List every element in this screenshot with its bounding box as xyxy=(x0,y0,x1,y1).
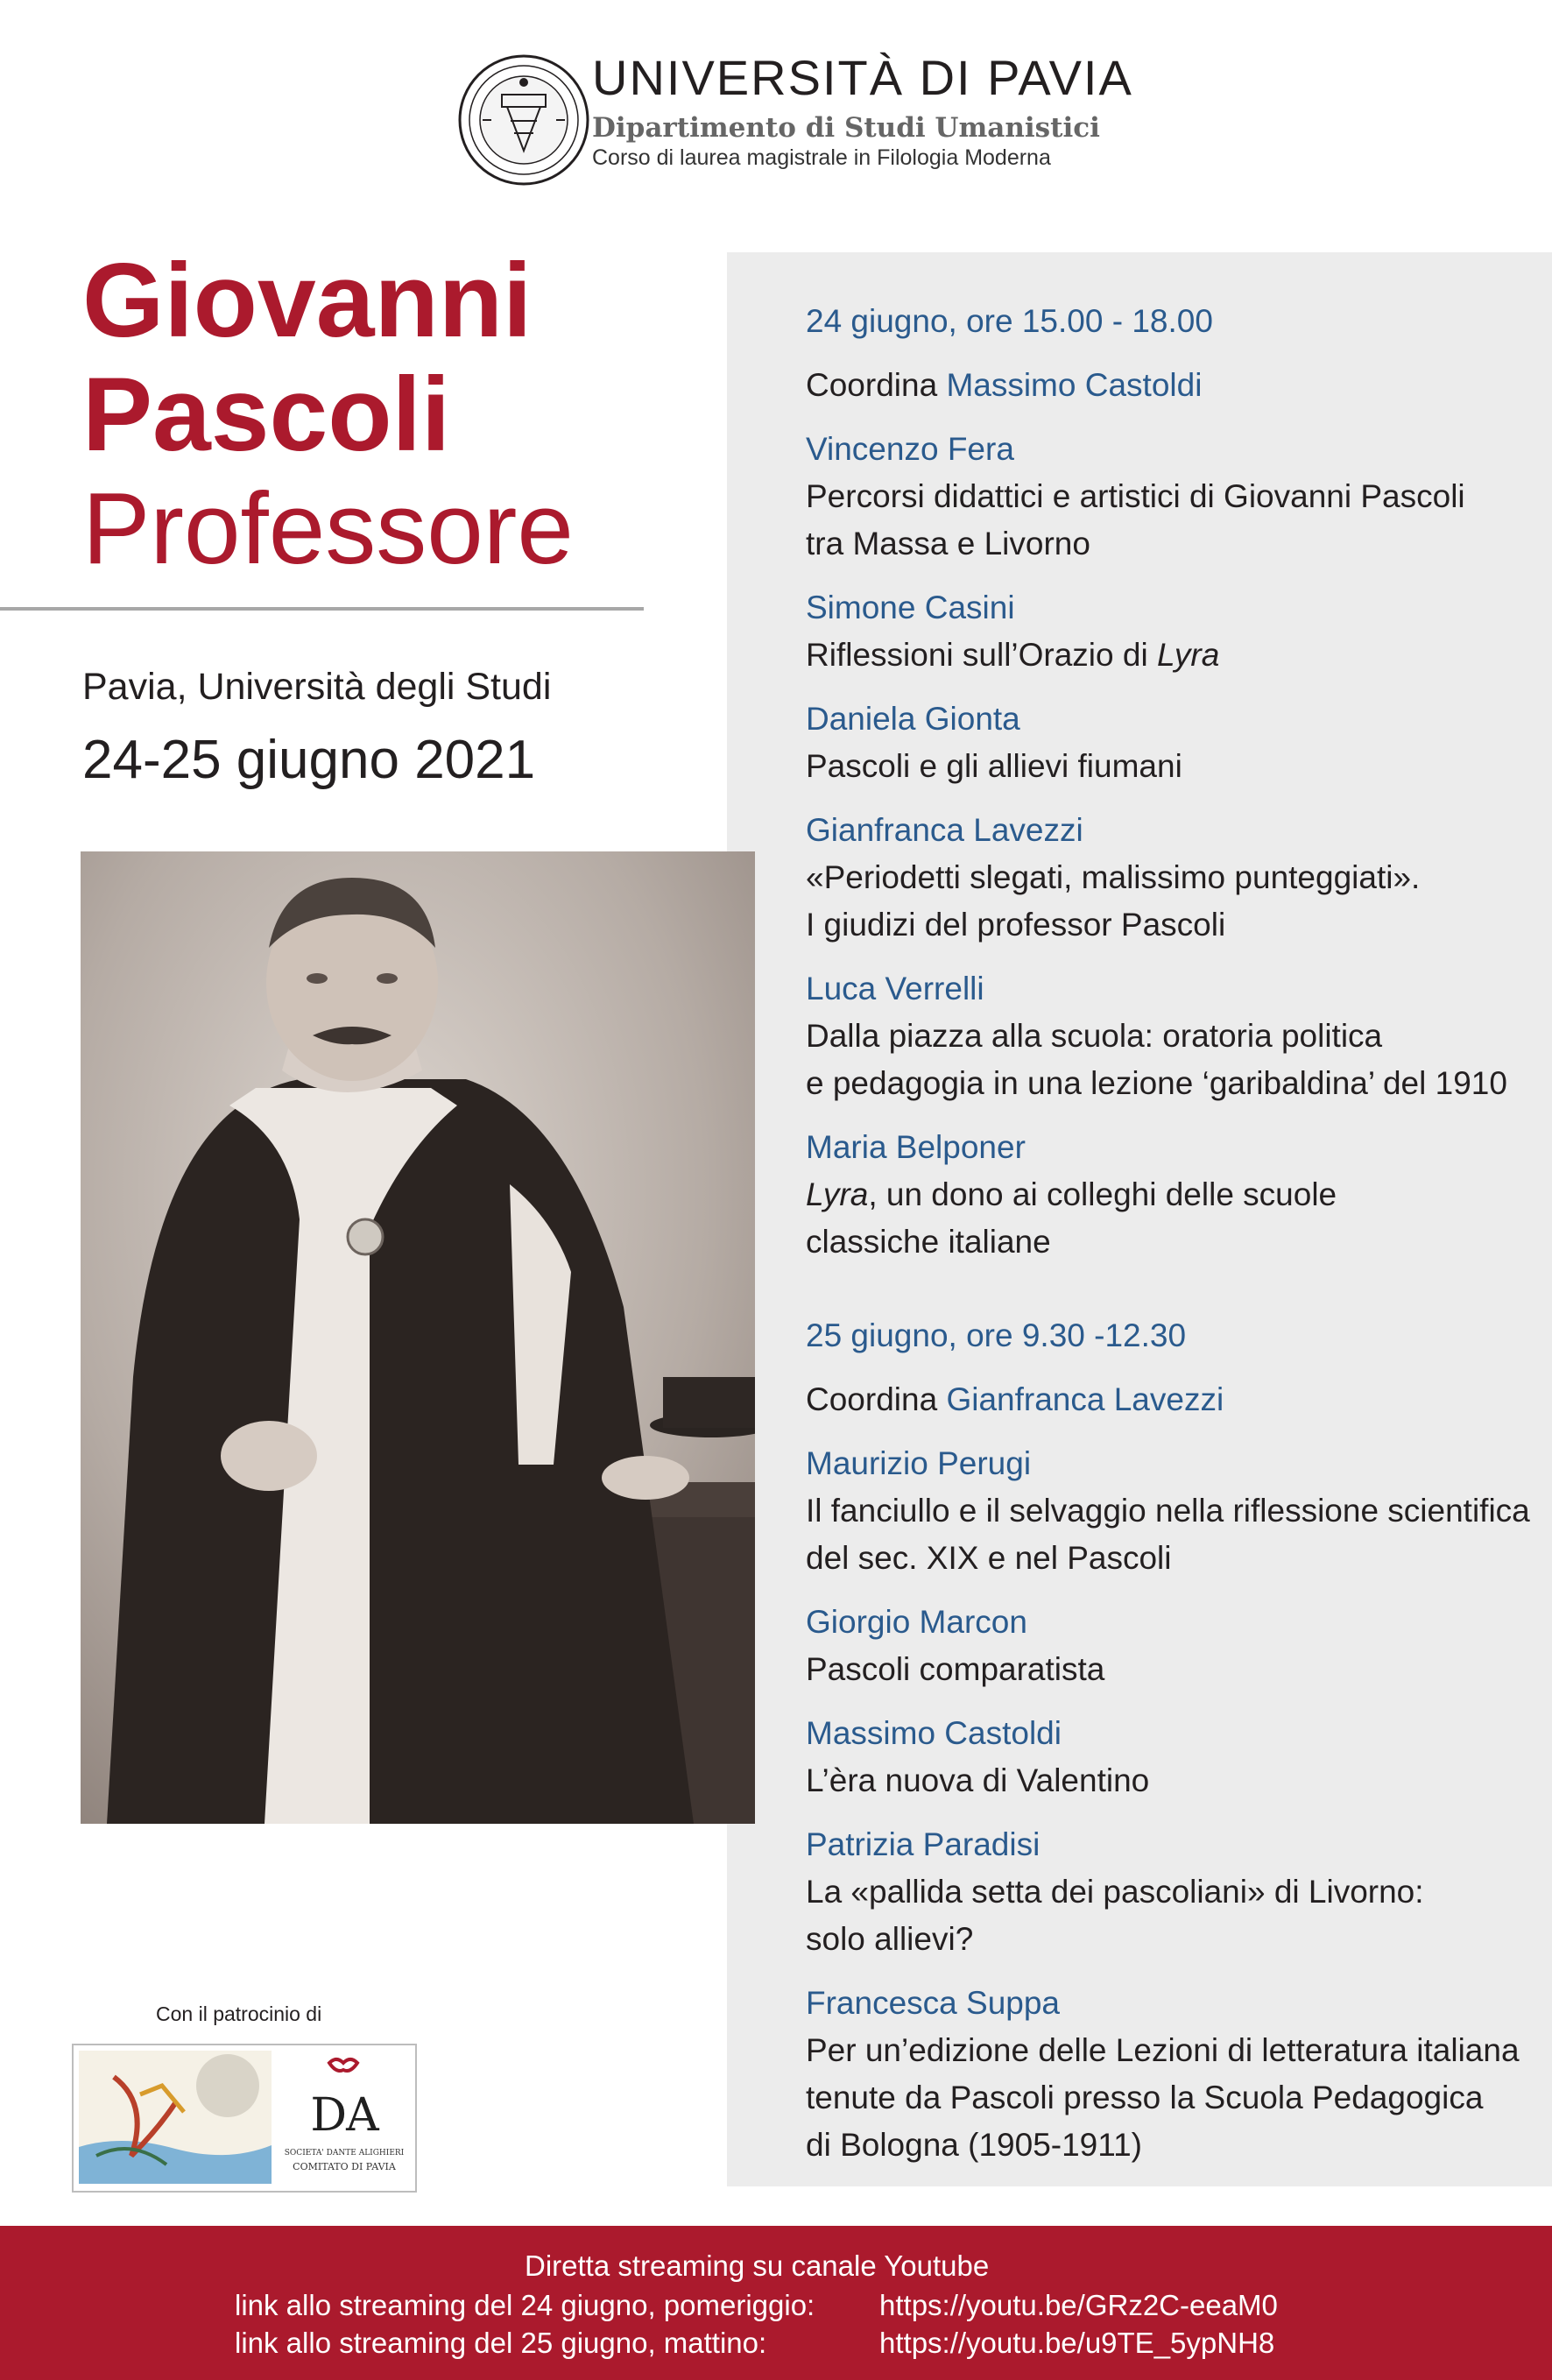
day1-coordinator xyxy=(806,362,1541,409)
coord-label: Coordina xyxy=(806,1381,938,1417)
talk xyxy=(806,426,1541,568)
day2-coordinator xyxy=(806,1376,1541,1423)
talk-title: Il fanciullo e il selvaggio nella riflessione scientifica xyxy=(806,1493,1530,1529)
talk xyxy=(806,584,1541,679)
talk-title: classiche italiane xyxy=(806,1224,1051,1260)
talk-title xyxy=(806,632,1541,679)
title-last-name: Pascoli xyxy=(82,356,451,473)
talk-title-italic: Lyra xyxy=(806,1176,869,1212)
speaker-name: Vincenzo Fera xyxy=(806,431,1014,467)
talk-title-text: Riflessioni sull’Orazio di xyxy=(806,637,1148,673)
talk xyxy=(806,1599,1541,1693)
talk xyxy=(806,807,1541,949)
talk-title: Dalla piazza alla scuola: oratoria politica xyxy=(806,1018,1383,1054)
talk-title xyxy=(806,1171,1541,1218)
title-subtitle: Professore xyxy=(82,471,574,585)
patronage-label: Con il patrocinio di xyxy=(156,2002,322,2025)
talk-title: di Bologna (1905-1911) xyxy=(806,2127,1142,2163)
coord-name: Massimo Castoldi xyxy=(946,367,1203,403)
speaker-name: Luca Verrelli xyxy=(806,971,984,1006)
speaker-name: Maria Belponer xyxy=(806,1129,1026,1165)
talk-title: Pascoli comparatista xyxy=(806,1651,1105,1687)
talk-title: del sec. XIX e nel Pascoli xyxy=(806,1540,1172,1576)
department-name: Dipartimento di Studi Umanistici xyxy=(592,112,1100,144)
program xyxy=(806,298,1541,2186)
streaming-link2-label: link allo streaming del 25 giugno, mattino: xyxy=(235,2327,767,2359)
dante-logo-name: SOCIETA' DANTE ALIGHIERI xyxy=(284,2149,405,2158)
course-name: Corso di laurea magistrale in Filologia Moderna xyxy=(592,145,1051,170)
talk xyxy=(806,1440,1541,1582)
title-first-name: Giovanni xyxy=(82,242,533,359)
dante-logo-letters: DA xyxy=(310,2089,378,2142)
event-dates: 24-25 giugno 2021 xyxy=(82,730,536,790)
dante-logo-committee: COMITATO DI PAVIA xyxy=(293,2161,396,2172)
streaming-link1-label: link allo streaming del 24 giugno, pomeriggio: xyxy=(235,2289,815,2321)
dante-alighieri-society-logo xyxy=(279,2051,410,2184)
speaker-name: Maurizio Perugi xyxy=(806,1445,1032,1481)
day2-date: 25 giugno, ore 9.30 -12.30 xyxy=(806,1317,1187,1353)
event-venue: Pavia, Università degli Studi xyxy=(82,666,552,708)
talk-title: I giudizi del professor Pascoli xyxy=(806,907,1226,943)
talk-title: e pedagogia in una lezione ‘garibaldina’ del 1910 xyxy=(806,1065,1507,1101)
patronage-logos xyxy=(72,2044,417,2193)
talk-title: tenute da Pascoli presso la Scuola Pedagogica xyxy=(806,2080,1484,2115)
streaming-link2-url[interactable]: https://youtu.be/u9TE_5ypNH8 xyxy=(879,2327,1275,2359)
talk xyxy=(806,1710,1541,1804)
speaker-name: Gianfranca Lavezzi xyxy=(806,812,1083,848)
talk-title: tra Massa e Livorno xyxy=(806,526,1090,561)
streaming-footer xyxy=(0,2226,1552,2380)
speaker-name: Simone Casini xyxy=(806,590,1015,625)
talk xyxy=(806,696,1541,790)
coord-name: Gianfranca Lavezzi xyxy=(946,1381,1224,1417)
coord-label: Coordina xyxy=(806,367,938,403)
talk xyxy=(806,1124,1541,1266)
talk-title-italic: Lyra xyxy=(1156,637,1220,673)
streaming-link1-url[interactable]: https://youtu.be/GRz2C-eeaM0 xyxy=(879,2289,1278,2321)
talk xyxy=(806,1980,1541,2169)
talk xyxy=(806,1821,1541,1963)
streaming-heading: Diretta streaming su canale Youtube xyxy=(525,2249,990,2282)
talk-title: La «pallida setta dei pascoliani» di Livorno: xyxy=(806,1874,1424,1910)
university-seal-logo xyxy=(456,53,591,187)
speaker-name: Massimo Castoldi xyxy=(806,1715,1062,1751)
speaker-name: Patrizia Paradisi xyxy=(806,1826,1041,1862)
day1-date: 24 giugno, ore 15.00 - 18.00 xyxy=(806,303,1213,339)
university-name: UNIVERSITÀ DI PAVIA xyxy=(592,50,1133,105)
pascoli-portrait-photo xyxy=(81,851,755,1824)
talk-title: L’èra nuova di Valentino xyxy=(806,1762,1150,1798)
talk-title: Percorsi didattici e artistici di Giovanni Pascoli xyxy=(806,478,1465,514)
talk-title-text: , un dono ai colleghi delle scuole xyxy=(868,1176,1337,1212)
talk-title: solo allievi? xyxy=(806,1921,974,1957)
speaker-name: Francesca Suppa xyxy=(806,1985,1061,2021)
talk-title: «Periodetti slegati, malissimo punteggiati». xyxy=(806,859,1421,895)
speaker-name: Daniela Gionta xyxy=(806,701,1020,737)
title-divider xyxy=(0,607,644,611)
talk-title: Pascoli e gli allievi fiumani xyxy=(806,748,1182,784)
talk xyxy=(806,965,1541,1107)
speaker-name: Giorgio Marcon xyxy=(806,1604,1027,1640)
pascoli-illustration-logo xyxy=(79,2051,272,2184)
talk-title: Per un’edizione delle Lezioni di letteratura italiana xyxy=(806,2032,1520,2068)
